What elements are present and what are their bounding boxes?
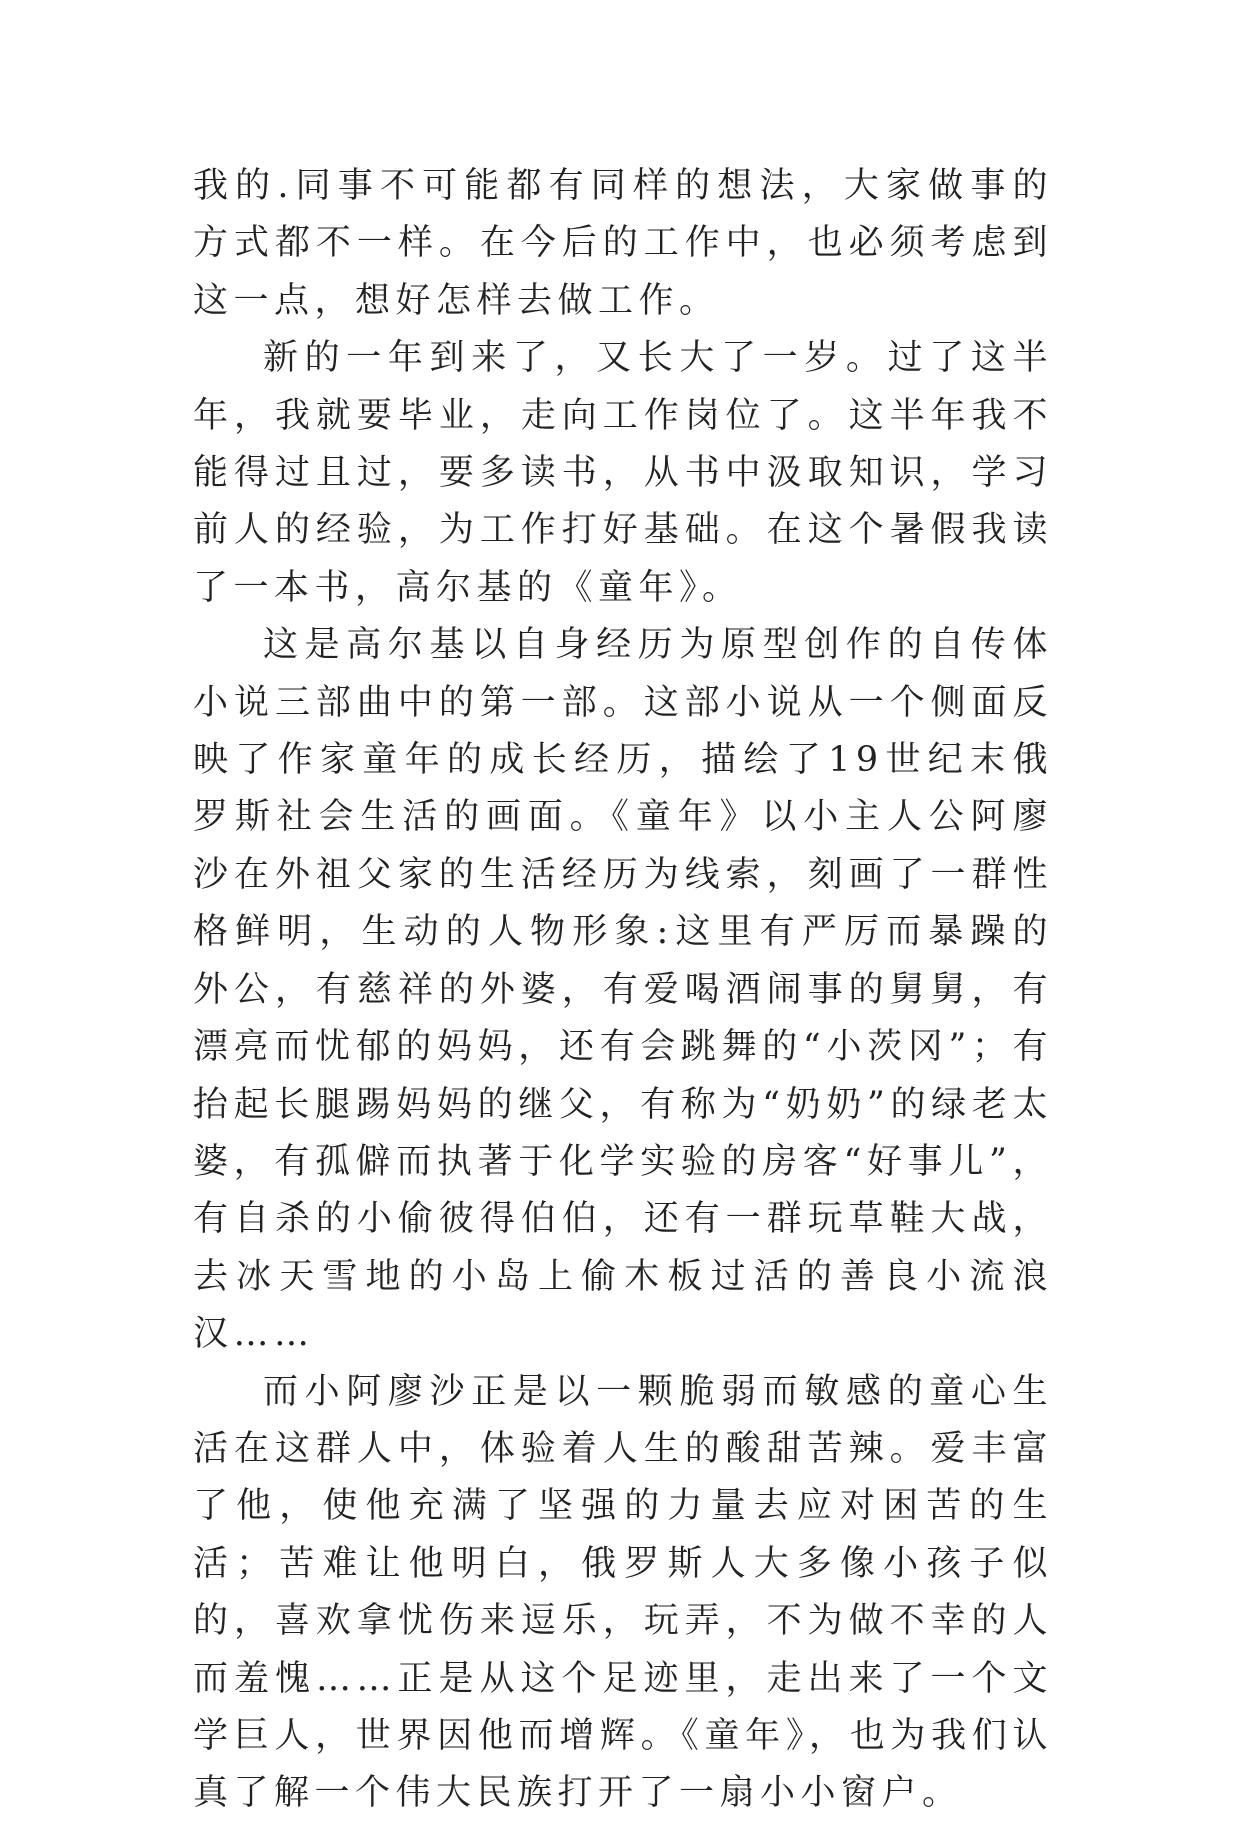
paragraph-4: 而小阿廖沙正是以一颗脆弱而敏感的童心生活在这群人中，体验着人生的酸甜苦辣。爱丰富了他，使他充满了坚强的力量去应对困苦的生活；苦难让他明白，俄罗斯人大多像小孩子似的，喜欢拿忧伤来逗乐，玩弄，不为做不幸的人而羞愧……正是从这个足迹里，走出来了一个文学巨人，世界因他而增辉。《童年》，也为我们认真了解一个伟大民族打开了一扇小小窗户。 xyxy=(193,1371,1053,1814)
paragraph-2: 新的一年到来了，又长大了一岁。过了这半年，我就要毕业，走向工作岗位了。这半年我不能得过且过，要多读书，从书中汲取知识，学习前人的经验，为工作打好基础。在这个暑假我读了一本书，高尔基的《童年》。 xyxy=(193,338,1053,608)
document-body xyxy=(193,158,1053,1823)
paragraph-3: 这是高尔基以自身经历为原型创作的自传体小说三部曲中的第一部。这部小说从一个侧面反映了作家童年的成长经历，描绘了19世纪末俄罗斯社会生活的画面。《童年》以小主人公阿廖沙在外祖父家的生活经历为线索，刻画了一群性格鲜明，生动的人物形象:这里有严厉而暴躁的外公，有慈祥的外婆，有爱喝酒闹事的舅舅，有漂亮而忧郁的妈妈，还有会跳舞的“小茨冈”；有抬起长腿踢妈妈的继父，有称为“奶奶”的绿老太婆，有孤僻而执著于化学实验的房客“好事儿”，有自杀的小偷彼得伯伯，还有一群玩草鞋大战，去冰天雪地的小岛上偷木板过活的善良小流浪汉…… xyxy=(193,625,1053,1355)
paragraph-1: 我的.同事不可能都有同样的想法，大家做事的方式都不一样。在今后的工作中，也必须考虑到这一点，想好怎样去做工作。 xyxy=(193,166,1053,321)
